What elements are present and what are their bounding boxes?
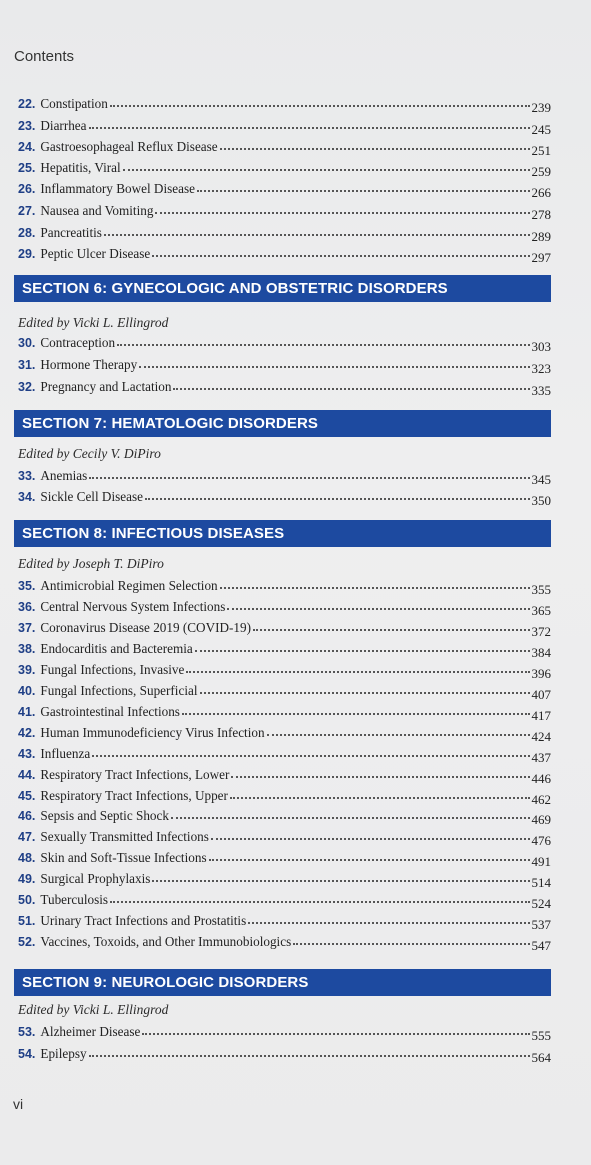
leader-dots (197, 190, 530, 192)
chapter-title: Pregnancy and Lactation (40, 379, 172, 394)
chapter-title: Influenza (40, 746, 91, 761)
page-number: 239 (531, 100, 551, 115)
chapter-title: Contraception (40, 335, 116, 350)
page-number: 564 (531, 1050, 551, 1065)
leader-dots (200, 692, 530, 694)
leader-dots (155, 212, 529, 214)
section-heading: SECTION 7: HEMATOLOGIC DISORDERS (14, 410, 551, 437)
chapter-title: Tuberculosis (40, 892, 109, 907)
leader-dots (142, 1033, 529, 1035)
toc-entry[interactable] (18, 244, 551, 264)
leader-dots (145, 498, 530, 500)
chapter-number: 54. (18, 1047, 36, 1061)
chapter-title: Sepsis and Septic Shock (40, 808, 169, 823)
leader-dots (182, 713, 530, 715)
toc-entry[interactable] (18, 681, 551, 701)
chapter-title: Endocarditis and Bacteremia (40, 641, 193, 656)
page-number: 251 (531, 143, 551, 158)
page-number: 547 (531, 938, 551, 953)
chapter-title: Constipation (40, 96, 108, 111)
toc-entry[interactable] (18, 827, 551, 847)
chapter-title: Sexually Transmitted Infections (40, 829, 209, 844)
chapter-number: 39. (18, 663, 36, 677)
leader-dots (89, 1055, 530, 1057)
chapter-number: 52. (18, 935, 36, 949)
chapter-number: 46. (18, 809, 36, 823)
chapter-title: Hormone Therapy (40, 357, 138, 372)
chapter-number: 50. (18, 893, 36, 907)
page-number: 446 (531, 771, 551, 786)
leader-dots (209, 859, 530, 861)
section-editor: Edited by Vicki L. Ellingrod (18, 315, 169, 330)
page-number: 555 (531, 1028, 551, 1043)
chapter-title: Gastroesophageal Reflux Disease (40, 139, 218, 154)
page-number: 384 (531, 645, 551, 660)
chapter-number: 26. (18, 182, 36, 196)
chapter-number: 23. (18, 119, 36, 133)
page-number: 462 (531, 792, 551, 807)
leader-dots (152, 255, 529, 257)
toc-entry[interactable] (18, 618, 551, 638)
chapter-title: Inflammatory Bowel Disease (40, 181, 195, 196)
page-number: 437 (531, 750, 551, 765)
page-number: 537 (531, 917, 551, 932)
toc-entry[interactable] (18, 223, 551, 243)
running-header: Contents (14, 48, 75, 65)
chapter-number: 27. (18, 204, 36, 218)
toc-entry[interactable] (18, 355, 551, 375)
leader-dots (267, 734, 530, 736)
chapter-number: 28. (18, 226, 36, 240)
chapter-number: 32. (18, 380, 36, 394)
page-number: 514 (531, 875, 551, 890)
page-folio: vi (13, 1096, 24, 1112)
toc-entry[interactable] (18, 744, 551, 764)
chapter-number: 38. (18, 642, 36, 656)
chapter-title: Urinary Tract Infections and Prostatitis (40, 913, 247, 928)
chapter-title: Nausea and Vomiting (40, 203, 154, 218)
page-number: 297 (531, 250, 551, 265)
chapter-number: 44. (18, 768, 36, 782)
leader-dots (110, 901, 529, 903)
chapter-number: 35. (18, 579, 36, 593)
toc-entry[interactable] (18, 94, 551, 114)
toc-entry[interactable] (18, 660, 551, 680)
toc-entry[interactable] (18, 765, 551, 785)
page-number: 259 (531, 164, 551, 179)
toc-entry[interactable] (18, 932, 551, 952)
chapter-title: Human Immunodeficiency Virus Infection (40, 725, 265, 740)
toc-entry[interactable] (18, 911, 551, 931)
page-number: 278 (531, 207, 551, 222)
leader-dots (293, 943, 529, 945)
chapter-title: Fungal Infections, Invasive (40, 662, 185, 677)
chapter-number: 45. (18, 789, 36, 803)
leader-dots (186, 671, 529, 673)
chapter-number: 51. (18, 914, 36, 928)
page-number: 407 (531, 687, 551, 702)
page-number: 266 (531, 185, 551, 200)
chapter-number: 40. (18, 684, 36, 698)
section-editor: Edited by Joseph T. DiPiro (18, 556, 164, 571)
page-number: 372 (531, 624, 551, 639)
chapter-number: 48. (18, 851, 36, 865)
chapter-title: Vaccines, Toxoids, and Other Immunobiologics (40, 934, 292, 949)
chapter-title: Sickle Cell Disease (40, 489, 143, 504)
chapter-number: 41. (18, 705, 36, 719)
toc-entry[interactable] (18, 848, 551, 868)
leader-dots (211, 838, 530, 840)
chapter-number: 29. (18, 247, 36, 261)
toc-entry[interactable] (18, 1044, 551, 1064)
leader-dots (123, 169, 530, 171)
page-number: 365 (531, 603, 551, 618)
page-number: 289 (531, 229, 551, 244)
chapter-title: Surgical Prophylaxis (40, 871, 151, 886)
toc-entry[interactable] (18, 158, 551, 178)
toc-entry[interactable] (18, 869, 551, 889)
chapter-number: 42. (18, 726, 36, 740)
chapter-number: 22. (18, 97, 36, 111)
section-editor: Edited by Vicki L. Ellingrod (18, 1002, 169, 1017)
chapter-number: 33. (18, 469, 36, 483)
section-heading: SECTION 9: NEUROLOGIC DISORDERS (14, 969, 551, 996)
chapter-number: 30. (18, 336, 36, 350)
chapter-title: Respiratory Tract Infections, Lower (40, 767, 230, 782)
page-number: 303 (531, 339, 551, 354)
toc-entry[interactable] (18, 201, 551, 221)
toc-entry[interactable] (18, 723, 551, 743)
toc-entry[interactable] (18, 116, 551, 136)
page-number: 424 (531, 729, 551, 744)
leader-dots (230, 797, 530, 799)
toc-entry[interactable] (18, 597, 551, 617)
leader-dots (173, 388, 529, 390)
leader-dots (248, 922, 529, 924)
chapter-title: Diarrhea (40, 118, 87, 133)
chapter-title: Antimicrobial Regimen Selection (40, 578, 218, 593)
leader-dots (231, 776, 529, 778)
leader-dots (139, 366, 529, 368)
chapter-title: Gastrointestinal Infections (40, 704, 180, 719)
page-number: 323 (531, 361, 551, 376)
chapter-title: Fungal Infections, Superficial (40, 683, 198, 698)
toc-entry[interactable] (18, 179, 551, 199)
chapter-number: 37. (18, 621, 36, 635)
page-number: 335 (531, 383, 551, 398)
chapter-title: Pancreatitis (40, 225, 102, 240)
toc-entry[interactable] (18, 487, 551, 507)
chapter-title: Respiratory Tract Infections, Upper (40, 788, 228, 803)
leader-dots (227, 608, 529, 610)
leader-dots (171, 817, 530, 819)
chapter-number: 24. (18, 140, 36, 154)
toc-entry[interactable] (18, 702, 551, 722)
chapter-number: 34. (18, 490, 36, 504)
leader-dots (117, 344, 529, 346)
section-editor: Edited by Cecily V. DiPiro (18, 446, 161, 461)
page-number: 469 (531, 812, 551, 827)
chapter-title: Epilepsy (40, 1046, 87, 1061)
chapter-title: Coronavirus Disease 2019 (COVID-19) (40, 620, 251, 635)
toc-entry[interactable] (18, 466, 551, 486)
toc-entry[interactable] (18, 1022, 551, 1042)
page-number: 350 (531, 493, 551, 508)
chapter-title: Anemias (40, 468, 88, 483)
chapter-title: Hepatitis, Viral (40, 160, 121, 175)
leader-dots (220, 148, 530, 150)
chapter-title: Peptic Ulcer Disease (40, 246, 151, 261)
leader-dots (89, 127, 530, 129)
leader-dots (110, 105, 530, 107)
leader-dots (152, 880, 529, 882)
page-number: 396 (531, 666, 551, 681)
chapter-number: 36. (18, 600, 36, 614)
toc-entry[interactable] (18, 806, 551, 826)
leader-dots (220, 587, 530, 589)
chapter-title: Skin and Soft-Tissue Infections (40, 850, 207, 865)
page-number: 345 (531, 472, 551, 487)
chapter-number: 53. (18, 1025, 36, 1039)
page-number: 417 (531, 708, 551, 723)
page-number: 491 (531, 854, 551, 869)
page-number: 245 (531, 122, 551, 137)
toc-entry[interactable] (18, 377, 551, 397)
toc-entry[interactable] (18, 786, 551, 806)
page-number: 476 (531, 833, 551, 848)
chapter-number: 31. (18, 358, 36, 372)
page-number: 355 (531, 582, 551, 597)
toc-entry[interactable] (18, 137, 551, 157)
leader-dots (92, 755, 529, 757)
chapter-number: 47. (18, 830, 36, 844)
chapter-number: 43. (18, 747, 36, 761)
toc-entry[interactable] (18, 576, 551, 596)
leader-dots (104, 234, 530, 236)
toc-entry[interactable] (18, 639, 551, 659)
leader-dots (195, 650, 530, 652)
chapter-title: Central Nervous System Infections (40, 599, 226, 614)
chapter-number: 49. (18, 872, 36, 886)
toc-entry[interactable] (18, 333, 551, 353)
section-heading: SECTION 6: GYNECOLOGIC AND OBSTETRIC DISORDERS (14, 275, 551, 302)
leader-dots (253, 629, 530, 631)
chapter-number: 25. (18, 161, 36, 175)
page-number: 524 (531, 896, 551, 911)
toc-entry[interactable] (18, 890, 551, 910)
chapter-title: Alzheimer Disease (40, 1024, 141, 1039)
section-heading: SECTION 8: INFECTIOUS DISEASES (14, 520, 551, 547)
leader-dots (89, 477, 529, 479)
